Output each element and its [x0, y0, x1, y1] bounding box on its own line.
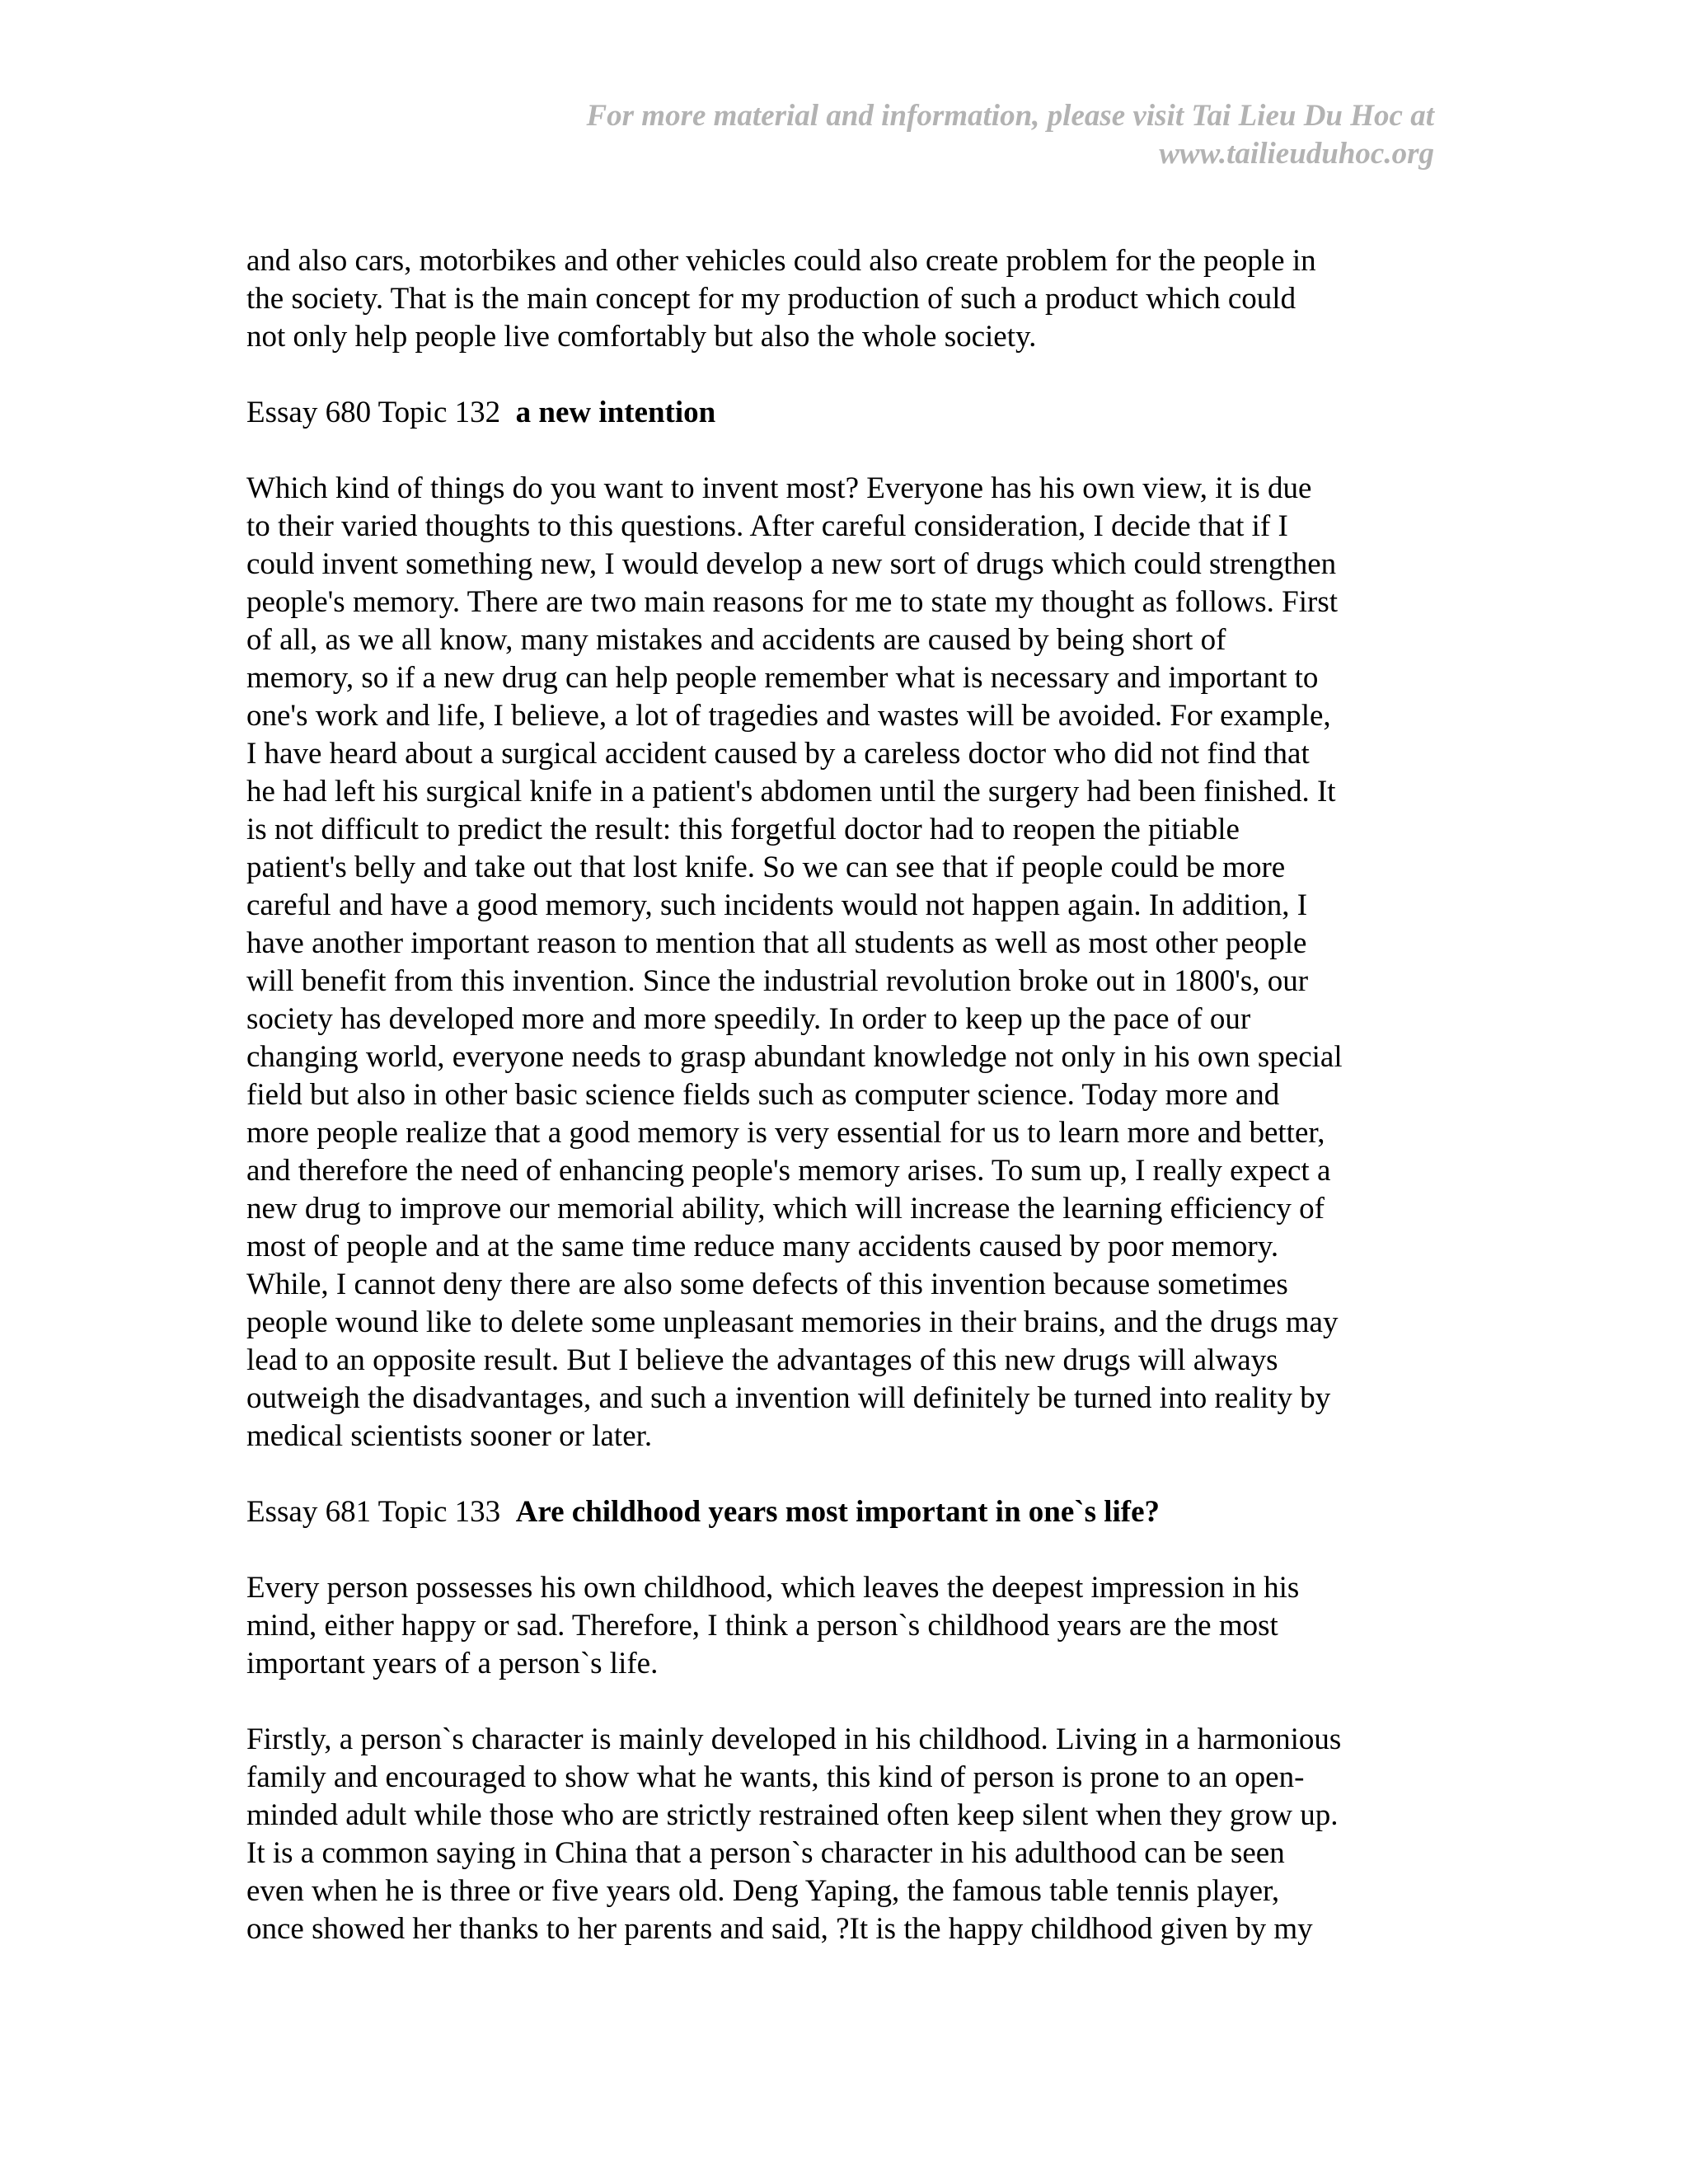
essay-680-prefix: Essay 680 Topic 132: [246, 396, 501, 429]
essay-680-title: a new intention: [515, 396, 716, 429]
text-line: changing world, everyone needs to grasp abundant knowledge not only in his own special: [246, 1040, 1343, 1074]
essay-680-heading: [246, 394, 1442, 432]
text-line: important years of a person`s life.: [246, 1647, 659, 1680]
text-line: outweigh the disadvantages, and such a invention will definitely be turned into reality by: [246, 1381, 1331, 1415]
essay-681-title: Are childhood years most important in one`s life?: [515, 1495, 1160, 1529]
text-line: people's memory. There are two main reasons for me to state my thought as follows. First: [246, 585, 1338, 619]
text-line: is not difficult to predict the result: this forgetful doctor had to reopen the pitiable: [246, 813, 1240, 846]
header-line-2: www.tailieuduhoc.org: [1159, 137, 1434, 171]
text-line: Firstly, a person`s character is mainly developed in his childhood. Living in a harmonious: [246, 1722, 1342, 1756]
text-line: minded adult while those who are strictly restrained often keep silent when they grow up.: [246, 1798, 1339, 1832]
text-line: once showed her thanks to her parents and said, ?It is the happy childhood given by my: [246, 1912, 1313, 1946]
text-line: he had left his surgical knife in a patient's abdomen until the surgery had been finished. It: [246, 775, 1336, 808]
text-line: medical scientists sooner or later.: [246, 1419, 653, 1453]
text-line: memory, so if a new drug can help people remember what is necessary and important to: [246, 661, 1319, 695]
text-line: mind, either happy or sad. Therefore, I think a person`s childhood years are the most: [246, 1609, 1278, 1643]
text-line: family and encouraged to show what he wants, this kind of person is prone to an open-: [246, 1760, 1305, 1794]
header-line-1: For more material and information, please visit Tai Lieu Du Hoc at: [586, 99, 1434, 133]
essay-681-paragraph-1: [246, 1569, 1442, 1683]
text-line: I have heard about a surgical accident caused by a careless doctor who did not find that: [246, 737, 1310, 771]
text-line: and also cars, motorbikes and other vehicles could also create problem for the people in: [246, 244, 1316, 278]
text-line: the society. That is the main concept for my production of such a product which could: [246, 282, 1296, 316]
text-line: more people realize that a good memory is very essential for us to learn more and better,: [246, 1116, 1325, 1150]
text-line: will benefit from this invention. Since the industrial revolution broke out in 1800's, our: [246, 964, 1309, 998]
text-line: It is a common saying in China that a person`s character in his adulthood can be seen: [246, 1836, 1285, 1870]
essay-681-paragraph-2: [246, 1721, 1442, 1948]
text-line: to their varied thoughts to this questions. After careful consideration, I decide that if I: [246, 509, 1288, 543]
text-line: patient's belly and take out that lost knife. So we can see that if people could be more: [246, 851, 1286, 884]
text-line: most of people and at the same time reduce many accidents caused by poor memory.: [246, 1230, 1279, 1263]
text-line: even when he is three or five years old. Deng Yaping, the famous table tennis player,: [246, 1874, 1280, 1908]
document-body: [246, 242, 1442, 1986]
essay-681-heading: [246, 1493, 1442, 1531]
text-line: people wound like to delete some unpleasant memories in their brains, and the drugs may: [246, 1305, 1339, 1339]
text-line: careful and have a good memory, such incidents would not happen again. In addition, I: [246, 888, 1308, 922]
text-line: Which kind of things do you want to invent most? Everyone has his own view, it is due: [246, 471, 1312, 505]
text-line: have another important reason to mention that all students as well as most other people: [246, 926, 1307, 960]
text-line: lead to an opposite result. But I believe the advantages of this new drugs will always: [246, 1343, 1278, 1377]
text-line: While, I cannot deny there are also some defects of this invention because sometimes: [246, 1268, 1288, 1301]
essay-680-paragraph: [246, 470, 1442, 1455]
text-line: society has developed more and more speedily. In order to keep up the pace of our: [246, 1002, 1251, 1036]
text-line: not only help people live comfortably but also the whole society.: [246, 320, 1037, 354]
text-line: Every person possesses his own childhood, which leaves the deepest impression in his: [246, 1571, 1300, 1605]
text-line: of all, as we all know, many mistakes and accidents are caused by being short of: [246, 623, 1226, 657]
text-line: new drug to improve our memorial ability, which will increase the learning efficiency of: [246, 1192, 1325, 1226]
text-line: and therefore the need of enhancing people's memory arises. To sum up, I really expect a: [246, 1154, 1331, 1188]
page-header: [280, 97, 1434, 173]
intro-paragraph: [246, 242, 1442, 356]
essay-681-prefix: Essay 681 Topic 133: [246, 1495, 501, 1529]
text-line: one's work and life, I believe, a lot of tragedies and wastes will be avoided. For example,: [246, 699, 1331, 733]
text-line: field but also in other basic science fields such as computer science. Today more and: [246, 1078, 1280, 1112]
text-line: could invent something new, I would develop a new sort of drugs which could strengthen: [246, 547, 1337, 581]
